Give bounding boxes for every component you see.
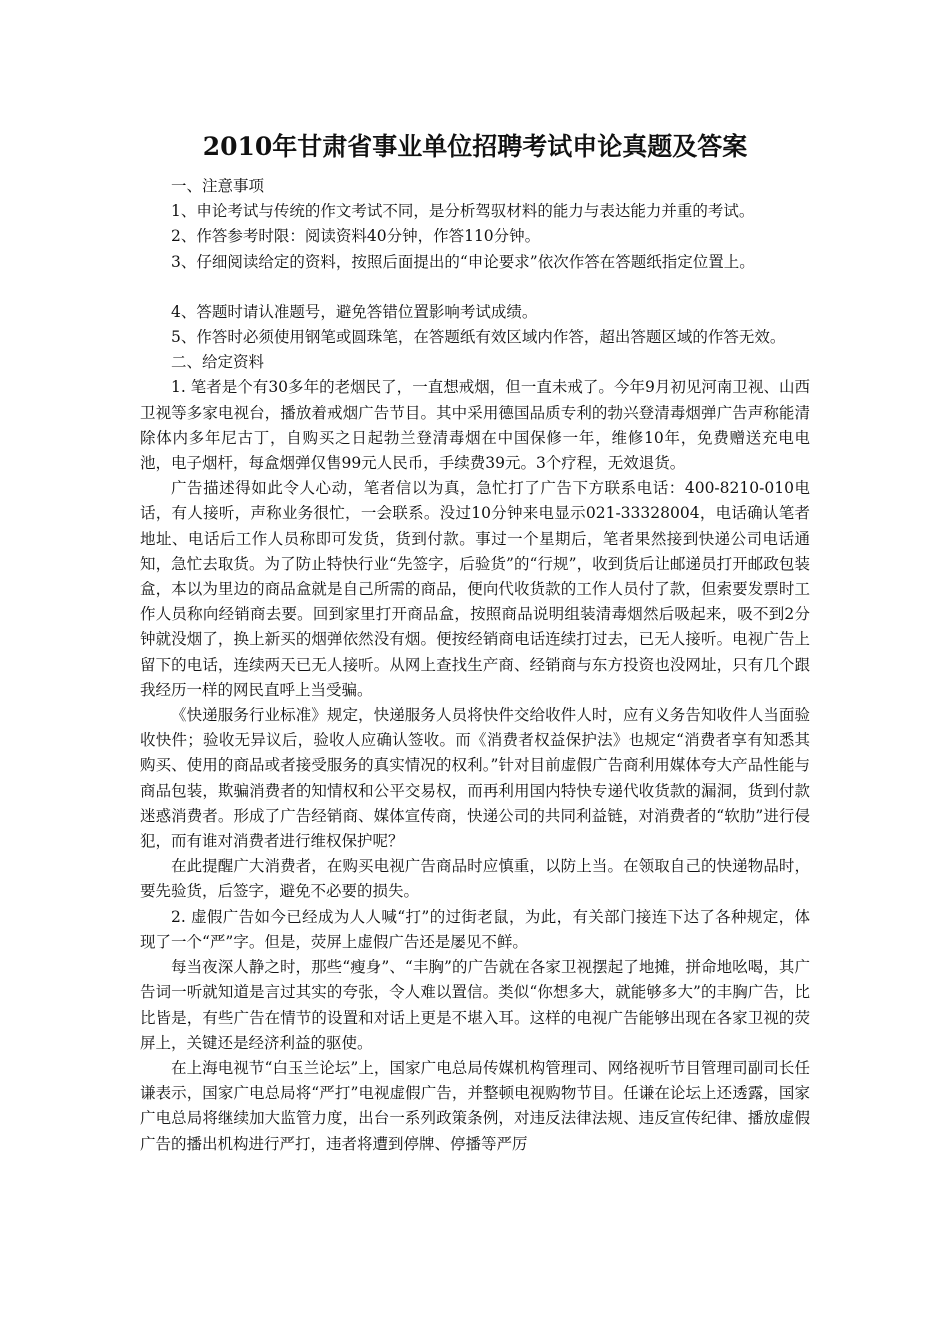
document-page — [140, 130, 810, 1157]
note-item: 2、作答参考时限：阅读资料40分钟，作答110分钟。 — [171, 227, 541, 246]
document-title: 2010年甘肃省事业单位招聘考试申论真题及答案 — [202, 132, 748, 161]
note-item: 3、仔细阅读给定的资料，按照后面提出的“申论要求”依次作答在答题纸指定位置上。 — [171, 252, 755, 271]
material-paragraph: 1. 笔者是个有30多年的老烟民了，一直想戒烟，但一直未戒了。今年9月初见河南卫视、山西卫视等多家电视台，播放着戒烟广告节目。其中采用德国品质专利的勃兴登清毒烟弹广告声称能清除体内多年尼古丁，自购买之日起勃兰登清毒烟在中国保修一年，维修10年，免费赠送充电电池，电子烟杆，每盒烟弹仅售99元人民币，手续费39元。3个疗程，无效退货。 — [140, 378, 810, 473]
note-item: 1、申论考试与传统的作文考试不同，是分析驾驭材料的能力与表达能力并重的考试。 — [171, 202, 755, 221]
blank-line — [140, 275, 810, 300]
material-paragraph: 2. 虚假广告如今已经成为人人喊“打”的过街老鼠，为此，有关部门接连下达了各种规定，体现了一个“严”字。但是，荧屏上虚假广告还是屡见不鲜。 — [140, 907, 810, 951]
note-item: 5、作答时必须使用钢笔或圆珠笔，在答题纸有效区域内作答，超出答题区域的作答无效。 — [171, 328, 786, 347]
note-item: 4、答题时请认准题号，避免答错位置影响考试成绩。 — [171, 302, 538, 321]
material-paragraph: 广告描述得如此令人心动，笔者信以为真，急忙打了广告下方联系电话：400-8210-010电话，有人接听，声称业务很忙，一会联系。没过10分钟来电显示021-33328004，电话确认笔者地址、电话后工作人员称即可发货，货到付款。事过一个星期后，笔者果然接到快递公司电话通知，急忙去取货。为了防止特快行业“先签字，后验货”的“行规”，收到货后让邮递员打开邮政包装盒，本以为里边的商品盒就是自己所需的商品，便向代收货款的工作人员付了款，但索要发票时工作人员称向经销商去要。回到家里打开商品盒，按照商品说明组装清毒烟然后吸起来，吸不到2分钟就没烟了，换上新买的烟弹依然没有烟。便按经销商电话连续打过去，已无人接听。电视广告上留下的电话，连续两天已无人接听。从网上查找生产商、经销商与东方投资也没网址，只有几个跟我经历一样的网民直呼上当受骗。 — [140, 479, 810, 699]
material-paragraph: 在上海电视节“白玉兰论坛”上，国家广电总局传媒机构管理司、网络视听节目管理司副司长任谦表示，国家广电总局将“严打”电视虚假广告，并整顿电视购物节目。任谦在论坛上还透露，国家广电总局将继续加大监管力度，出台一系列政策条例，对违反法律法规、违反宣传纪律、播放虚假广告的播出机构进行严打，违者将遭到停牌、停播等严厉 — [140, 1058, 810, 1153]
section-heading-notes: 一、注意事项 — [171, 177, 265, 195]
material-paragraph: 每当夜深人静之时，那些“瘦身”、“丰胸”的广告就在各家卫视摆起了地摊，拼命地吆喝，其广告词一听就知道是言过其实的夸张，令人难以置信。类似“你想多大，就能够多大”的丰胸广告，比比皆是，有些广告在情节的设置和对话上更是不堪入耳。这样的电视广告能够出现在各家卫视的荧屏上，关键还是经济利益的驱使。 — [140, 958, 810, 1052]
section-heading-materials: 二、给定资料 — [171, 353, 265, 372]
material-paragraph: 在此提醒广大消费者，在购买电视广告商品时应慎重，以防上当。在领取自己的快递物品时，要先验货，后签字，避免不必要的损失。 — [140, 857, 810, 901]
material-paragraph: 《快递服务行业标准》规定，快递服务人员将快件交给收件人时，应有义务告知收件人当面验收快件；验收无异议后，验收人应确认签收。而《消费者权益保护法》也规定“消费者享有知悉其购买、使用的商品或者接受服务的真实情况的权利。”针对目前虚假广告商利用媒体夸大产品性能与商品包装，欺骗消费者的知情权和公平交易权，而再利用国内特快专递代收货款的漏洞，货到付款迷惑消费者。形成了广告经销商、媒体宣传商，快递公司的共同利益链，对消费者的“软肋”进行侵犯，而有谁对消费者进行维权保护呢？ — [140, 706, 810, 851]
